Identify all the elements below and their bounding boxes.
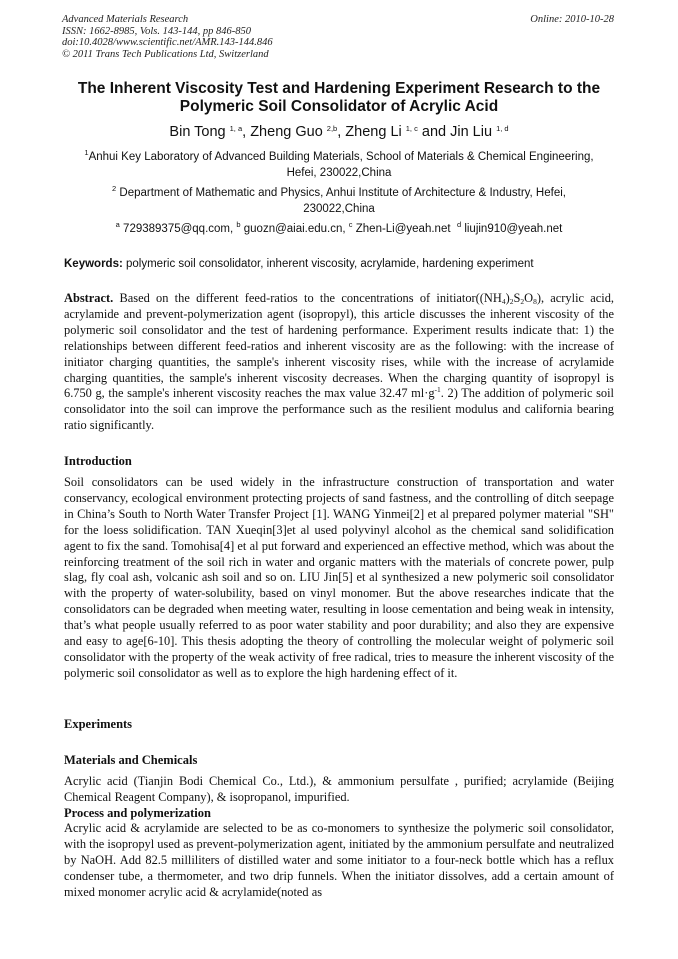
title-line-2: Polymeric Soil Consolidator of Acrylic Acid xyxy=(179,98,499,115)
keywords-label: Keywords: xyxy=(64,258,123,270)
materials-heading: Materials and Chemicals xyxy=(64,753,198,767)
subscript: 8 xyxy=(533,297,537,306)
email-link[interactable]: guozn@aiai.edu.cn xyxy=(243,223,343,235)
author-affil-mark: 1, c xyxy=(405,124,418,133)
abstract-text: O xyxy=(524,291,534,305)
abstract-text: . 2) The addition of polymeric soil consolidator into the soil can improve the performance such as the resilient modulus and california bearing ratio significantly. xyxy=(64,386,614,433)
subscript: 2 xyxy=(520,297,525,306)
author-affil-mark: 1, d xyxy=(496,124,509,133)
affiliation-mark: 2 xyxy=(112,184,117,193)
author-separator: , xyxy=(242,124,251,140)
author-separator: , xyxy=(337,124,346,140)
email-link[interactable]: Zhen-Li@yeah.net xyxy=(355,223,451,235)
abstract-label: Abstract. xyxy=(64,291,114,305)
affiliation-text: Anhui Key Laboratory of Advanced Building Materials, School of Materials & Chemical Engineering, xyxy=(88,151,594,163)
affiliation-text: Hefei, 230022,China xyxy=(286,167,392,179)
issn-line: ISSN: 1662-8985, Vols. 143-144, pp 846-850 xyxy=(62,25,251,37)
email-mark: c xyxy=(348,220,353,229)
keywords xyxy=(64,256,616,272)
email-mark: d xyxy=(456,220,462,229)
abstract-text: Based on the different feed-ratios to the concentrations of initiator((NH xyxy=(113,291,502,305)
email-list: $^a$ 729389375@qq.com, $^b$ guozn@aiai.edu.cn, $^c$ Zhen-Li@yeah.net $^d$ liujin910@yeah.net xyxy=(115,220,563,235)
paper-title xyxy=(40,80,638,116)
process-heading: Process and polymerization xyxy=(64,806,211,820)
experiments-heading: Experiments xyxy=(64,717,133,731)
subscript: 2 xyxy=(509,297,514,306)
abstract-text: ) xyxy=(505,291,510,305)
affiliation-text: Department of Mathematic and Physics, Anhui Institute of Architecture & Industry, Hefei, xyxy=(119,187,566,199)
process-text: Acrylic acid & acrylamide are selected to be as co-monomers to synthesize the polymeric soil consolidator, with the isopropyl used as prevent-polymerization agent, initiated by the ammonium persulfate and neutralized by NaOH. Add 82.5 milliliters of distilled water and some initiator to a four-neck bottle which has a reflux condenser tube, a thermometer, and two drip funnels. When the initiator dissolves, add a certain amount of mixed monomer acrylic acid & acrylamide(noted as xyxy=(64,821,614,899)
author-name: Jin Liu xyxy=(450,124,493,140)
keywords-text: polymeric soil consolidator, inherent viscosity, acrylamide, hardening experiment xyxy=(122,258,534,270)
author-affil-mark: 2,b xyxy=(326,124,338,133)
affiliation-text: 230022,China xyxy=(303,203,375,215)
affiliation-2 xyxy=(48,185,630,217)
abstract xyxy=(64,291,614,434)
online-date: Online: 2010-10-28 xyxy=(530,14,614,25)
title-line-1: The Inherent Viscosity Test and Hardening Experiment Research to the xyxy=(77,80,601,97)
publication-info xyxy=(62,14,273,60)
author-affil-mark: 1, a xyxy=(229,124,243,133)
journal-name: Advanced Materials Research xyxy=(62,14,189,25)
materials-text: Acrylic acid (Tianjin Bodi Chemical Co., Ltd.), & ammonium persulfate , purified; acrylamide (Beijing Chemical Reagent Company), & isopropanol, impurified. xyxy=(64,774,614,804)
email-link[interactable]: liujin910@yeah.net xyxy=(464,223,563,235)
affiliation-mark: 1 xyxy=(84,148,89,157)
doi-line[interactable]: doi:10.4028/www.scientific.net/AMR.143-144.846 xyxy=(62,37,273,48)
author-name: Zheng Guo xyxy=(250,124,323,140)
author-name: Zheng Li xyxy=(345,124,402,140)
introduction-text: Soil consolidators can be used widely in the infrastructure construction of transportation and water conservancy, ecological environment protecting projects of sand fastness, and the controlling of ditch seepage in China’s South to North Water Transfer Project [1]. WANG Yinmei[2] et al prepared polymer material "SH" for the loess solidification. TAN Xueqin[3]et al used polyvinyl alcohol as the chemical sand solidification agent to fix the sand. Tomohisa[4] et al put forward and experienced an effective method, which was about the reinforcing treatment of the soil rich in water and organic matters with the materials of concrete power, pulp slag, fly coal ash, volcanic ash soil and so on. LIU Jin[5] et al synthesized a new polymeric soil consolidator with the property of water-solubility, based on vinyl monomer. But the above researches indicate that the consolidators can be degraded when meeting water, resulting in loose cementation and being weak in intensity, that’s what people usually referred to as poor water stability and poor durability; and also they are expensive and easy to age[6-10]. This thesis adopting the theory of controlling the molecular weight of polymeric soil consolidator with the property of the weak activity of free radical, tries to measure the inherent viscosity of the polymeric soil consolidator as well as to explore the high hardening effect of it. xyxy=(64,475,614,680)
author-separator: and xyxy=(417,124,451,140)
affiliation-1 xyxy=(48,149,630,181)
subscript: 4 xyxy=(501,297,506,306)
introduction-heading: Introduction xyxy=(64,454,132,468)
email-mark: b xyxy=(236,220,241,229)
author-list xyxy=(40,123,638,141)
copyright-line: © 2011 Trans Tech Publications Ltd, Switzerland xyxy=(62,48,269,60)
author-name: Bin Tong xyxy=(169,124,226,140)
email-link[interactable]: 729389375@qq.com xyxy=(123,223,230,235)
abstract-text: ), acrylic acid, acrylamide and prevent-polymerization agent (isopropyl), this article discusses the inherent viscosity of the polymeric soil consolidator and the test of hardening performance. Experiment results indicate that: 1) the relationships between different feed-ratios and inherent viscosity are as the following: with the increase of initiator charging quantities, the sample's inherent viscosity rises, while with the increase of acrylamide charging quantities, the sample's inherent viscosity decreases. When the charging quantity of isopropyl is 6.750 g, the sample's inherent viscosity reaches the max value 32.47 ml·g xyxy=(64,291,615,401)
abstract-text: S xyxy=(513,291,521,305)
email-mark: a xyxy=(115,220,120,229)
superscript: -1 xyxy=(434,385,441,395)
